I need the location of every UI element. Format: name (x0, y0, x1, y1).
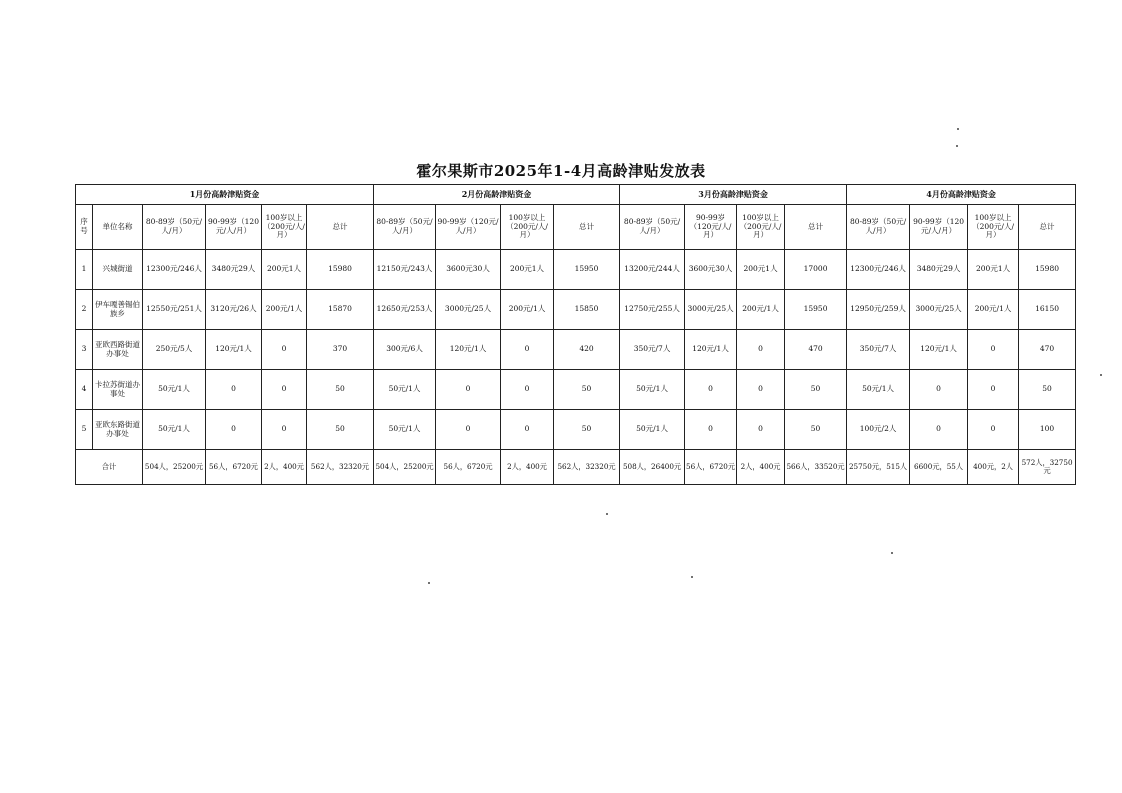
cell-age100: 0 (501, 370, 554, 410)
total-sum: 572人，32750元 (1019, 450, 1076, 485)
cell-age100: 0 (501, 330, 554, 370)
cell-age90: 120元/1人 (436, 330, 501, 370)
total-sum: 562人，32320元 (307, 450, 374, 485)
cell-age100: 0 (737, 330, 785, 370)
cell-age100: 0 (737, 410, 785, 450)
row-unit: 亚欧西路街道办事处 (93, 330, 143, 370)
cell-total: 15980 (1019, 250, 1076, 290)
total-label: 合计 (76, 450, 143, 485)
col-header-seq: 序号 (76, 205, 93, 250)
cell-age80: 250元/5人 (143, 330, 206, 370)
cell-total: 15850 (554, 290, 620, 330)
total-age80: 508人，26400元 (620, 450, 685, 485)
cell-age80: 300元/6人 (374, 330, 436, 370)
cell-age80: 12750元/255人 (620, 290, 685, 330)
table-row (76, 410, 1076, 450)
cell-total: 15950 (785, 290, 847, 330)
table-total-row (76, 450, 1076, 485)
cell-age80: 50元/1人 (620, 410, 685, 450)
cell-total: 370 (307, 330, 374, 370)
cell-total: 15980 (307, 250, 374, 290)
cell-age90: 3000元/25人 (910, 290, 968, 330)
total-sum: 562人，32320元 (554, 450, 620, 485)
cell-age90: 3000元/25人 (685, 290, 737, 330)
cell-total: 470 (1019, 330, 1076, 370)
total-age100: 2人，400元 (501, 450, 554, 485)
cell-age90: 0 (206, 370, 262, 410)
total-age90: 56人，6720元 (206, 450, 262, 485)
col-header-age80: 80-89岁（50元/人/月） (847, 205, 910, 250)
cell-age80: 12650元/253人 (374, 290, 436, 330)
col-header-age100: 100岁以上（200元/人/月） (968, 205, 1019, 250)
cell-age80: 12300元/246人 (143, 250, 206, 290)
cell-age100: 0 (968, 330, 1019, 370)
scan-speck (956, 145, 958, 147)
table-row (76, 330, 1076, 370)
row-unit: 亚欧东路街道办事处 (93, 410, 143, 450)
cell-age90: 3600元30人 (685, 250, 737, 290)
row-unit: 兴城街道 (93, 250, 143, 290)
cell-age90: 3480元29人 (206, 250, 262, 290)
cell-age100: 200元/1人 (968, 290, 1019, 330)
col-header-age90: 90-99岁（120元/人/月） (436, 205, 501, 250)
row-unit: 卡拉苏街道办事处 (93, 370, 143, 410)
col-header-age80: 80-89岁（50元/人/月） (620, 205, 685, 250)
cell-age80: 100元/2人 (847, 410, 910, 450)
row-unit: 伊车嘎善锡伯族乡 (93, 290, 143, 330)
cell-total: 50 (554, 410, 620, 450)
cell-age80: 50元/1人 (620, 370, 685, 410)
total-age80: 504人，25200元 (374, 450, 436, 485)
cell-age90: 0 (436, 370, 501, 410)
col-header-age100: 100岁以上（200元/人/月） (501, 205, 554, 250)
cell-age80: 50元/1人 (847, 370, 910, 410)
col-header-age100: 100岁以上（200元/人/月） (737, 205, 785, 250)
cell-age100: 0 (968, 410, 1019, 450)
row-seq: 5 (76, 410, 93, 450)
cell-age80: 12300元/246人 (847, 250, 910, 290)
cell-total: 50 (785, 410, 847, 450)
row-seq: 3 (76, 330, 93, 370)
document-title: 霍尔果斯市2025年1-4月高龄津贴发放表 (416, 162, 706, 180)
month-header-2: 2月份高龄津贴资金 (374, 185, 620, 205)
cell-age100: 200元1人 (262, 250, 307, 290)
cell-age90: 0 (206, 410, 262, 450)
cell-age90: 120元/1人 (206, 330, 262, 370)
cell-total: 16150 (1019, 290, 1076, 330)
total-age100: 2人，400元 (262, 450, 307, 485)
cell-age90: 3000元/25人 (436, 290, 501, 330)
cell-age100: 0 (262, 410, 307, 450)
row-seq: 2 (76, 290, 93, 330)
cell-age90: 3120元/26人 (206, 290, 262, 330)
month-header-3: 3月份高龄津贴资金 (620, 185, 847, 205)
cell-age80: 50元/1人 (143, 370, 206, 410)
cell-age100: 200元1人 (737, 250, 785, 290)
col-header-total: 总计 (785, 205, 847, 250)
cell-age80: 350元/7人 (620, 330, 685, 370)
col-header-age80: 80-89岁（50元/人/月） (374, 205, 436, 250)
cell-total: 15870 (307, 290, 374, 330)
cell-age100: 0 (262, 370, 307, 410)
total-age90: 56人，6720元 (685, 450, 737, 485)
cell-total: 50 (307, 370, 374, 410)
cell-total: 50 (307, 410, 374, 450)
col-header-unit: 单位名称 (93, 205, 143, 250)
cell-age80: 12150元/243人 (374, 250, 436, 290)
cell-age100: 200元1人 (968, 250, 1019, 290)
cell-age90: 120元/1人 (685, 330, 737, 370)
cell-total: 470 (785, 330, 847, 370)
scan-speck (957, 128, 959, 130)
col-header-age90: 90-99岁（120元/人/月） (685, 205, 737, 250)
total-age90: 6600元，55人 (910, 450, 968, 485)
cell-total: 17000 (785, 250, 847, 290)
cell-age100: 0 (262, 330, 307, 370)
cell-age100: 200元/1人 (262, 290, 307, 330)
cell-age90: 0 (910, 370, 968, 410)
cell-age80: 50元/1人 (374, 410, 436, 450)
cell-age100: 0 (968, 370, 1019, 410)
col-header-age80: 80-89岁（50元/人/月） (143, 205, 206, 250)
table-row (76, 370, 1076, 410)
month-header-1: 1月份高龄津贴资金 (76, 185, 374, 205)
total-age100: 400元，2人 (968, 450, 1019, 485)
month-header-4: 4月份高龄津贴资金 (847, 185, 1076, 205)
cell-total: 50 (785, 370, 847, 410)
cell-age80: 13200元/244人 (620, 250, 685, 290)
col-header-total: 总计 (554, 205, 620, 250)
cell-total: 420 (554, 330, 620, 370)
col-header-age100: 100岁以上（200元/人/月） (262, 205, 307, 250)
row-seq: 4 (76, 370, 93, 410)
subsidy-table (75, 184, 1076, 485)
table-row (76, 290, 1076, 330)
col-header-total: 总计 (307, 205, 374, 250)
col-header-total: 总计 (1019, 205, 1076, 250)
cell-age80: 350元/7人 (847, 330, 910, 370)
cell-age100: 0 (501, 410, 554, 450)
cell-age90: 120元/1人 (910, 330, 968, 370)
total-age90: 56人，6720元 (436, 450, 501, 485)
total-sum: 566人，33520元 (785, 450, 847, 485)
scan-speck (1100, 374, 1102, 376)
col-header-age90: 90-99岁（120元/人/月） (910, 205, 968, 250)
total-age100: 2人，400元 (737, 450, 785, 485)
total-age80: 25750元，515人 (847, 450, 910, 485)
table-row (76, 250, 1076, 290)
scan-speck (428, 582, 430, 584)
cell-age100: 200元1人 (501, 250, 554, 290)
col-header-age90: 90-99岁（120元/人/月） (206, 205, 262, 250)
total-age80: 504人，25200元 (143, 450, 206, 485)
cell-total: 50 (1019, 370, 1076, 410)
cell-age90: 0 (436, 410, 501, 450)
scan-speck (691, 576, 693, 578)
cell-age100: 200元/1人 (737, 290, 785, 330)
cell-age80: 12550元/251人 (143, 290, 206, 330)
cell-age80: 50元/1人 (143, 410, 206, 450)
scan-speck (606, 513, 608, 515)
cell-age80: 50元/1人 (374, 370, 436, 410)
cell-total: 15950 (554, 250, 620, 290)
cell-age90: 0 (685, 370, 737, 410)
scan-speck (891, 552, 893, 554)
row-seq: 1 (76, 250, 93, 290)
cell-total: 100 (1019, 410, 1076, 450)
cell-age90: 0 (910, 410, 968, 450)
cell-age90: 3600元30人 (436, 250, 501, 290)
cell-age100: 200元/1人 (501, 290, 554, 330)
cell-age100: 0 (737, 370, 785, 410)
cell-age80: 12950元/259人 (847, 290, 910, 330)
cell-total: 50 (554, 370, 620, 410)
cell-age90: 3480元29人 (910, 250, 968, 290)
cell-age90: 0 (685, 410, 737, 450)
